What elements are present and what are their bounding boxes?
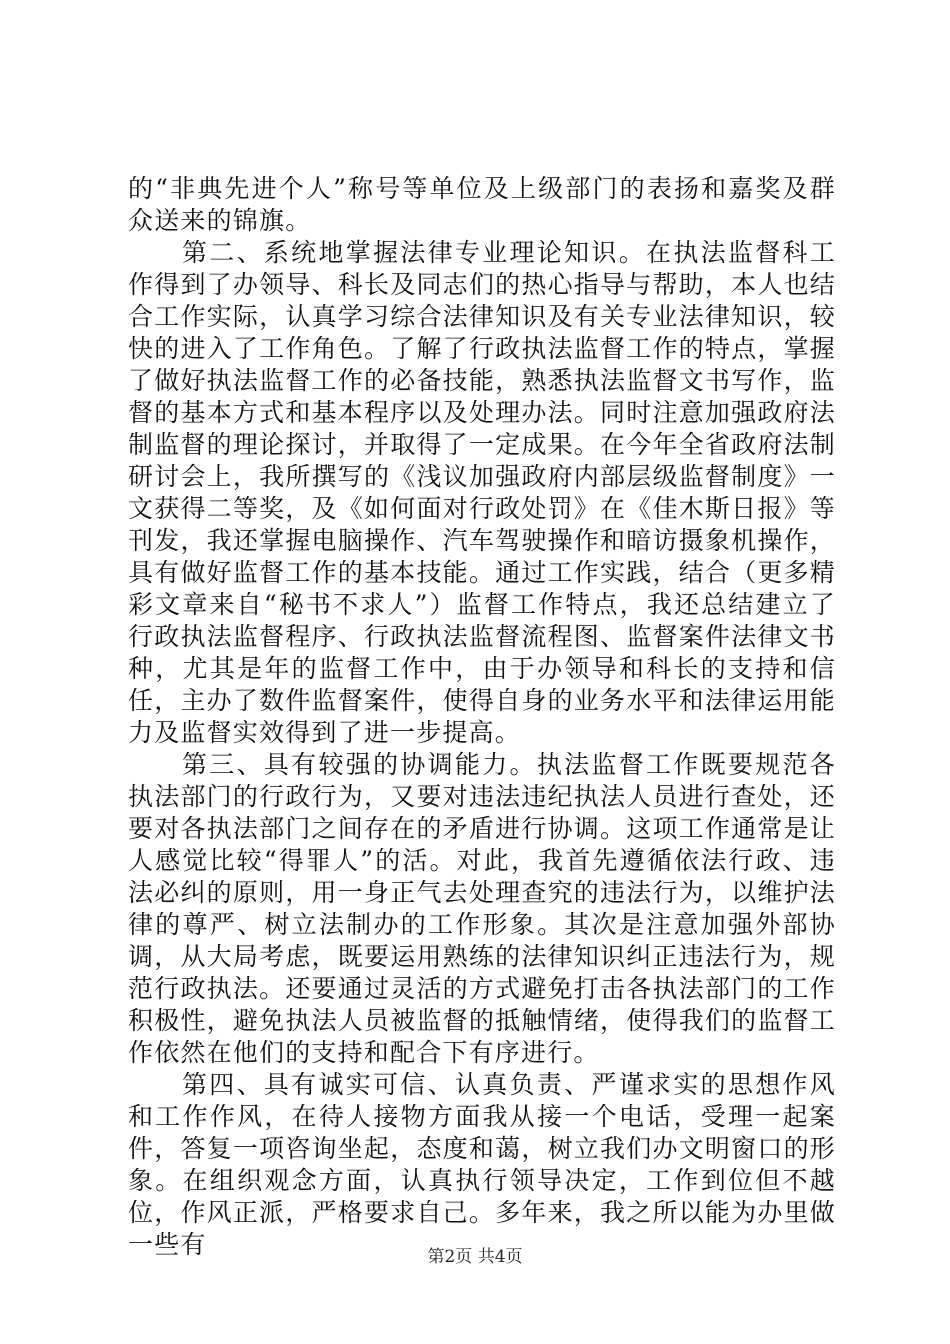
page-footer: 第2页 共4页 (427, 1247, 523, 1267)
paragraph-continuation: 的“非典先进个人”称号等单位及上级部门的表扬和嘉奖及群众送来的锦旗。 (128, 174, 836, 235)
paragraph-second: 第二、系统地掌握法律专业理论知识。在执法监督科工作得到了办领导、科长及同志们的热心指导与帮助，本人也结合工作实际，认真学习综合法律知识及有关专业法律知识，较快的进入了工作角色。了解了行政执法监督工作的特点，掌握了做好执法监督工作的必备技能，熟悉执法监督文书写作，监督的基本方式和基本程序以及处理办法。同时注意加强政府法制监督的理论探讨，并取得了一定成果。在今年全省政府法制研讨会上，我所撰写的《浅议加强政府内部层级监督制度》一文获得二等奖，及《如何面对行政处罚》在《佳木斯日报》等刊发，我还掌握电脑操作、汽车驾驶操作和暗访摄象机操作，具有做好监督工作的基本技能。通过工作实践，结合（更多精彩文章来自“秘书不求人”）监督工作特点，我还总结建立了行政执法监督程序、行政执法监督流程图、监督案件法律文书种，尤其是年的监督工作中，由于办领导和科长的支持和信任，主办了数件监督案件，使得自身的业务水平和法律运用能力及监督实效得到了进一步提高。 (128, 238, 836, 747)
document-body (128, 173, 836, 1261)
paragraph-fourth: 第四、具有诚实可信、认真负责、严谨求实的思想作风和工作作风，在待人接物方面我从接一个电话，受理一起案件，答复一项咨询坐起，态度和蔼，树立我们办文明窗口的形象。在组织观念方面，认真执行领导决定，工作到位但不越位，作风正派，严格要求自己。多年来，我之所以能为办里做一些有 (128, 1070, 836, 1259)
paragraph-third: 第三、具有较强的协调能力。执法监督工作既要规范各执法部门的行政行为，又要对违法违纪执法人员进行查处，还要对各执法部门之间存在的矛盾进行协调。这项工作通常是让人感觉比较“得罪人”的活。对此，我首先遵循依法行政、违法必纠的原则，用一身正气去处理查究的违法行为，以维护法律的尊严、树立法制办的工作形象。其次是注意加强外部协调，从大局考虑，既要运用熟练的法律知识纠正违法行为，规范行政执法。还要通过灵活的方式避免打击各执法部门的工作积极性，避免执法人员被监督的抵触情绪，使得我们的监督工作依然在他们的支持和配合下有序进行。 (128, 750, 836, 1067)
